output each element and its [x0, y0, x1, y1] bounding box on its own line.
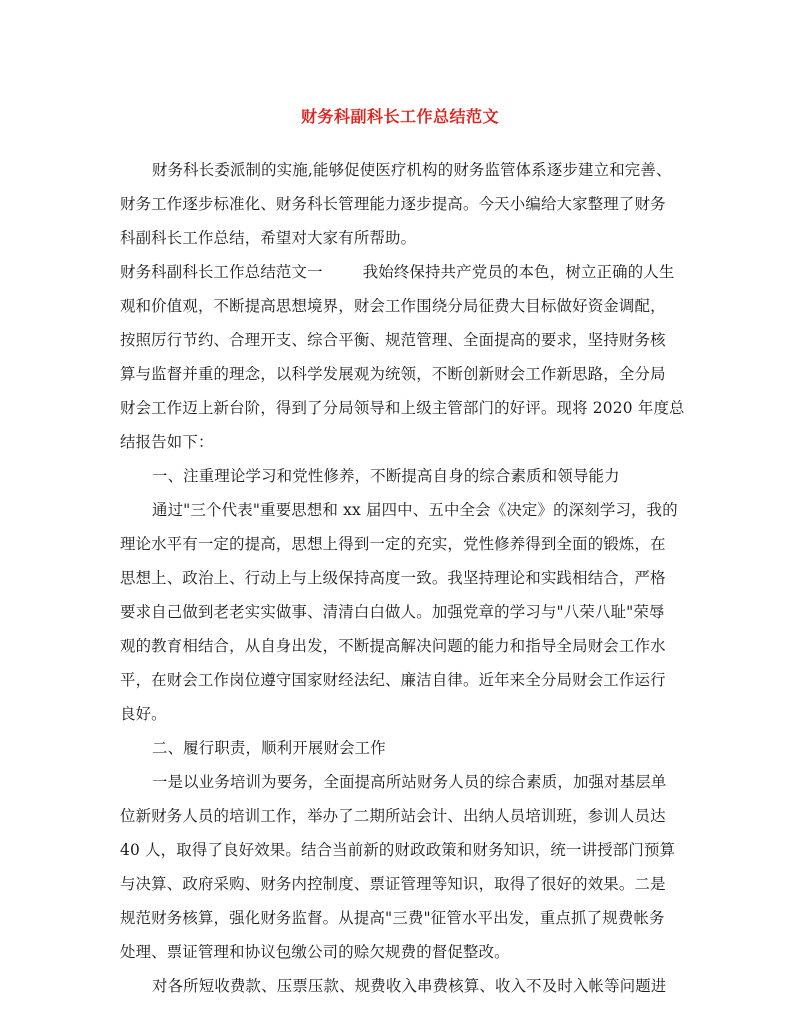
part1-heading: 一、注重理论学习和党性修养，不断提高自身的综合素质和领导能力 [152, 467, 620, 485]
part2-line: 规范财务核算，强化财务监督。从提高"三费"征管水平出发，重点抓了规费帐务 [120, 909, 665, 927]
section-line: 结报告如下： [120, 433, 214, 451]
part2-line: 与决算、政府采购、财务内控制度、票证管理等知识，取得了很好的效果。二是 [120, 875, 666, 893]
part1-line: 思想上、政治上、行动上与上级保持高度一致。我坚持理论和实践相结合，严格 [120, 569, 666, 587]
section-heading: 财务科副科长工作总结范文一 [120, 263, 323, 281]
intro-line: 财务科长委派制的实施,能够促使医疗机构的财务监管体系逐步建立和完善、 [152, 161, 672, 179]
part2-line: 位新财务人员的培训工作，举办了二期所站会计、出纳人员培训班，参训人员达 [120, 807, 666, 825]
part2-line: 40 人，取得了良好效果。结合当前新的财政政策和财务知识，统一讲授部门预算 [120, 841, 676, 859]
part3-line: 对各所短收费款、压票压款、规费收入串费核算、收入不及时入帐等问题进 [152, 977, 667, 995]
part1-line: 观的教育相结合，从自身出发，不断提高解决问题的能力和指导全局财会工作水 [120, 637, 666, 655]
section-line: 算与监督并重的理念，以科学发展观为统领，不断创新财会工作新思路，全分局 [120, 365, 666, 383]
part1-line: 要求自己做到老老实实做事、清清白白做人。加强党章的学习与"八荣八耻"荣辱 [120, 603, 665, 621]
part2-heading: 二、履行职责，顺利开展财会工作 [152, 739, 386, 757]
intro-line: 财务工作逐步标准化、财务科长管理能力逐步提高。今天小编给大家整理了财务 [120, 195, 666, 213]
part1-line: 理论水平有一定的提高，思想上得到一定的充实，党性修养得到全面的锻炼，在 [120, 535, 666, 553]
section-line: 财会工作迈上新台阶，得到了分局领导和上级主管部门的好评。现将 2020 年度总 [120, 399, 685, 417]
part2-line: 处理、票证管理和协议包缴公司的赊欠规费的督促整改。 [120, 943, 510, 961]
section-heading-line [120, 258, 700, 286]
section-line: 按照厉行节约、合理开支、综合平衡、规范管理、全面提高的要求，坚持财务核 [120, 331, 666, 349]
section-first-line: 我始终保持共产党员的本色，树立正确的人生 [362, 263, 675, 281]
part1-line: 良好。 [120, 705, 167, 723]
document-title: 财务科副科长工作总结范文 [300, 107, 499, 126]
part2-line: 一是以业务培训为要务，全面提高所站财务人员的综合素质，加强对基层单 [152, 773, 667, 791]
part1-line: 平，在财会工作岗位遵守国家财经法纪、廉洁自律。近年来全分局财会工作运行 [120, 671, 666, 689]
intro-line: 科副科长工作总结，希望对大家有所帮助。 [120, 229, 417, 247]
part1-line: 通过"三个代表"重要思想和 xx 届四中、五中全会《决定》的深刻学习，我的 [152, 501, 678, 519]
section-line: 观和价值观，不断提高思想境界，财会工作围绕分局征费大目标做好资金调配， [120, 297, 666, 315]
